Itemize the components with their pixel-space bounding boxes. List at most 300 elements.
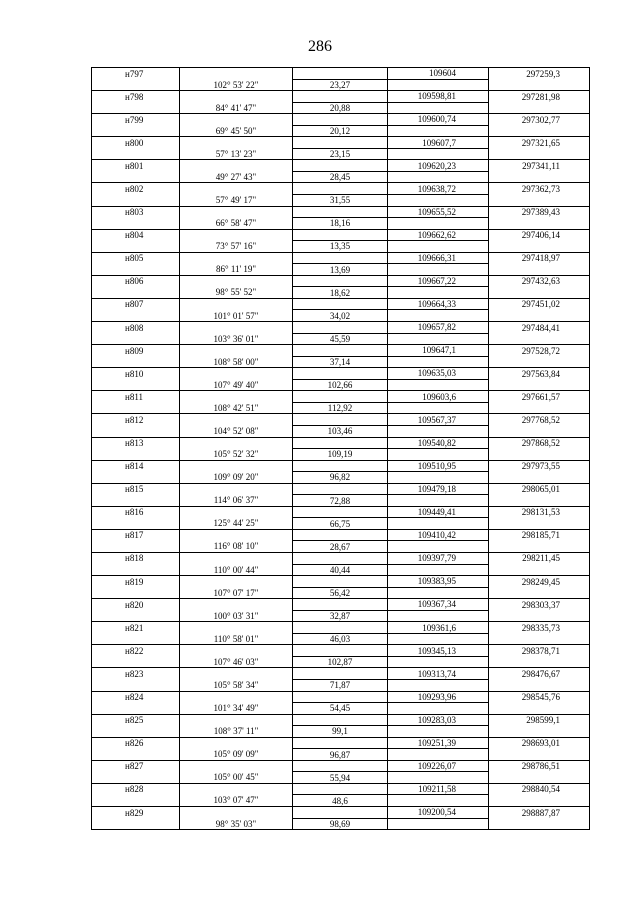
segment-row	[92, 749, 590, 761]
empty-cell	[92, 171, 180, 183]
empty-cell	[92, 541, 180, 553]
empty-cell	[388, 679, 489, 691]
empty-cell	[388, 310, 489, 322]
empty-cell	[92, 125, 180, 137]
empty-cell	[489, 79, 590, 91]
empty-cell	[293, 137, 388, 149]
point-name: н827	[92, 760, 180, 772]
empty-cell	[180, 737, 293, 749]
empty-cell	[489, 356, 590, 368]
point-name: н815	[92, 483, 180, 495]
empty-cell	[388, 518, 489, 530]
empty-cell	[92, 356, 180, 368]
empty-cell	[388, 356, 489, 368]
empty-cell	[388, 195, 489, 207]
segment-row	[92, 472, 590, 484]
direction-angle: 103° 07' 47"	[180, 795, 293, 807]
empty-cell	[388, 241, 489, 253]
coordinate-y: 297973,55	[489, 460, 590, 472]
empty-cell	[92, 818, 180, 830]
empty-cell	[293, 576, 388, 588]
empty-cell	[388, 633, 489, 645]
coordinate-y: 297432,63	[489, 275, 590, 287]
direction-angle: 105° 00' 45"	[180, 772, 293, 784]
empty-cell	[180, 576, 293, 588]
empty-cell	[180, 298, 293, 310]
segment-row	[92, 703, 590, 715]
point-row	[92, 345, 590, 357]
point-name: н799	[92, 114, 180, 126]
empty-cell	[92, 610, 180, 622]
coordinate-y: 298476,67	[489, 668, 590, 680]
segment-row	[92, 287, 590, 299]
point-row	[92, 668, 590, 680]
point-row	[92, 552, 590, 564]
direction-angle: 84° 41' 47"	[180, 102, 293, 114]
empty-cell	[489, 772, 590, 784]
point-row	[92, 714, 590, 726]
coordinate-x: 109598,81	[388, 91, 489, 103]
empty-cell	[388, 425, 489, 437]
empty-cell	[489, 495, 590, 507]
empty-cell	[180, 506, 293, 518]
point-row	[92, 275, 590, 287]
coordinate-y: 297768,52	[489, 414, 590, 426]
empty-cell	[293, 737, 388, 749]
empty-cell	[388, 795, 489, 807]
point-name: н817	[92, 529, 180, 541]
coordinates-table	[91, 67, 590, 830]
point-name: н828	[92, 783, 180, 795]
empty-cell	[293, 345, 388, 357]
coordinate-x: 109647,1	[388, 345, 489, 357]
empty-cell	[388, 564, 489, 576]
segment-row	[92, 795, 590, 807]
segment-row	[92, 772, 590, 784]
segment-length: 98,69	[293, 818, 388, 830]
empty-cell	[180, 552, 293, 564]
segment-length: 34,02	[293, 310, 388, 322]
segment-length: 103,46	[293, 425, 388, 437]
point-row	[92, 760, 590, 772]
empty-cell	[180, 91, 293, 103]
coordinate-x: 109251,39	[388, 737, 489, 749]
empty-cell	[388, 171, 489, 183]
empty-cell	[388, 772, 489, 784]
point-name: н820	[92, 599, 180, 611]
coordinate-x: 109361,6	[388, 622, 489, 634]
empty-cell	[180, 68, 293, 80]
empty-cell	[489, 726, 590, 738]
segment-length: 72,88	[293, 495, 388, 507]
empty-cell	[293, 460, 388, 472]
direction-angle: 107° 46' 03"	[180, 656, 293, 668]
point-row	[92, 322, 590, 334]
empty-cell	[293, 414, 388, 426]
segment-row	[92, 679, 590, 691]
segment-row	[92, 310, 590, 322]
coordinate-x: 109211,58	[388, 783, 489, 795]
empty-cell	[180, 322, 293, 334]
empty-cell	[293, 622, 388, 634]
segment-length: 28,67	[293, 541, 388, 553]
empty-cell	[92, 749, 180, 761]
empty-cell	[293, 206, 388, 218]
empty-cell	[92, 425, 180, 437]
segment-row	[92, 356, 590, 368]
empty-cell	[489, 402, 590, 414]
empty-cell	[92, 449, 180, 461]
direction-angle: 49° 27' 43"	[180, 171, 293, 183]
point-name: н814	[92, 460, 180, 472]
empty-cell	[489, 679, 590, 691]
coordinate-y: 298693,01	[489, 737, 590, 749]
direction-angle: 104° 52' 08"	[180, 425, 293, 437]
coordinate-x: 109449,41	[388, 506, 489, 518]
segment-length: 96,82	[293, 472, 388, 484]
direction-angle: 107° 07' 17"	[180, 587, 293, 599]
coordinate-x: 109226,07	[388, 760, 489, 772]
segment-length: 20,12	[293, 125, 388, 137]
direction-angle: 86° 11' 19"	[180, 264, 293, 276]
coordinate-y: 297302,77	[489, 114, 590, 126]
coordinate-y: 298065,01	[489, 483, 590, 495]
segment-length: 23,27	[293, 79, 388, 91]
empty-cell	[92, 472, 180, 484]
empty-cell	[293, 714, 388, 726]
segment-row	[92, 425, 590, 437]
segment-length: 18,62	[293, 287, 388, 299]
point-row	[92, 529, 590, 541]
empty-cell	[92, 148, 180, 160]
empty-cell	[180, 437, 293, 449]
point-row	[92, 183, 590, 195]
segment-length: 109,19	[293, 449, 388, 461]
empty-cell	[489, 310, 590, 322]
empty-cell	[180, 114, 293, 126]
coordinate-y: 297418,97	[489, 252, 590, 264]
empty-cell	[489, 587, 590, 599]
empty-cell	[293, 114, 388, 126]
direction-angle: 73° 57' 16"	[180, 241, 293, 253]
empty-cell	[92, 218, 180, 230]
point-name: н822	[92, 645, 180, 657]
point-name: н798	[92, 91, 180, 103]
empty-cell	[489, 449, 590, 461]
direction-angle: 57° 13' 23"	[180, 148, 293, 160]
empty-cell	[388, 449, 489, 461]
segment-row	[92, 195, 590, 207]
empty-cell	[388, 218, 489, 230]
empty-cell	[388, 125, 489, 137]
segment-row	[92, 726, 590, 738]
direction-angle: 125° 44' 25"	[180, 518, 293, 530]
coordinate-y: 298303,37	[489, 599, 590, 611]
point-name: н812	[92, 414, 180, 426]
empty-cell	[489, 795, 590, 807]
empty-cell	[489, 148, 590, 160]
coordinate-x: 109313,74	[388, 668, 489, 680]
point-row	[92, 737, 590, 749]
empty-cell	[388, 749, 489, 761]
empty-cell	[293, 68, 388, 80]
coordinate-y: 297362,73	[489, 183, 590, 195]
coordinate-y: 298887,87	[489, 807, 590, 819]
direction-angle: 100° 03' 31"	[180, 610, 293, 622]
coordinate-y: 298840,54	[489, 783, 590, 795]
direction-angle: 110° 58' 01"	[180, 633, 293, 645]
point-name: н800	[92, 137, 180, 149]
empty-cell	[180, 529, 293, 541]
empty-cell	[388, 726, 489, 738]
direction-angle: 103° 36' 01"	[180, 333, 293, 345]
coordinate-x: 109657,82	[388, 322, 489, 334]
segment-length: 66,75	[293, 518, 388, 530]
empty-cell	[92, 402, 180, 414]
segment-row	[92, 633, 590, 645]
point-name: н816	[92, 506, 180, 518]
point-row	[92, 691, 590, 703]
empty-cell	[92, 241, 180, 253]
empty-cell	[92, 379, 180, 391]
coordinate-x: 109567,37	[388, 414, 489, 426]
point-row	[92, 807, 590, 819]
empty-cell	[293, 322, 388, 334]
empty-cell	[293, 160, 388, 172]
segment-length: 48,6	[293, 795, 388, 807]
empty-cell	[180, 783, 293, 795]
empty-cell	[180, 645, 293, 657]
empty-cell	[388, 102, 489, 114]
direction-angle: 108° 58' 00"	[180, 356, 293, 368]
point-name: н829	[92, 807, 180, 819]
coordinate-y: 298378,71	[489, 645, 590, 657]
empty-cell	[180, 137, 293, 149]
empty-cell	[388, 495, 489, 507]
empty-cell	[293, 437, 388, 449]
empty-cell	[489, 264, 590, 276]
point-row	[92, 437, 590, 449]
point-name: н809	[92, 345, 180, 357]
direction-angle: 114° 06' 37"	[180, 495, 293, 507]
empty-cell	[180, 460, 293, 472]
empty-cell	[92, 795, 180, 807]
point-name: н825	[92, 714, 180, 726]
coordinate-y: 297868,52	[489, 437, 590, 449]
direction-angle: 57° 49' 17"	[180, 195, 293, 207]
empty-cell	[180, 622, 293, 634]
empty-cell	[293, 252, 388, 264]
direction-angle: 108° 42' 51"	[180, 402, 293, 414]
segment-row	[92, 171, 590, 183]
coordinate-x: 109662,62	[388, 229, 489, 241]
coordinate-x: 109655,52	[388, 206, 489, 218]
direction-angle: 116° 08' 10"	[180, 541, 293, 553]
segment-length: 102,87	[293, 656, 388, 668]
direction-angle: 98° 35' 03"	[180, 818, 293, 830]
empty-cell	[489, 518, 590, 530]
coordinate-y: 297661,57	[489, 391, 590, 403]
empty-cell	[489, 472, 590, 484]
empty-cell	[180, 714, 293, 726]
coordinate-x: 109604	[388, 68, 489, 80]
coordinate-x: 109666,31	[388, 252, 489, 264]
empty-cell	[180, 229, 293, 241]
point-row	[92, 483, 590, 495]
coordinate-x: 109410,42	[388, 529, 489, 541]
point-row	[92, 645, 590, 657]
empty-cell	[180, 275, 293, 287]
point-row	[92, 368, 590, 380]
segment-row	[92, 449, 590, 461]
segment-length: 13,69	[293, 264, 388, 276]
point-name: н808	[92, 322, 180, 334]
empty-cell	[180, 368, 293, 380]
empty-cell	[489, 379, 590, 391]
coordinate-x: 109510,95	[388, 460, 489, 472]
coordinate-x: 109600,74	[388, 114, 489, 126]
point-name: н806	[92, 275, 180, 287]
empty-cell	[180, 160, 293, 172]
empty-cell	[388, 148, 489, 160]
empty-cell	[293, 391, 388, 403]
empty-cell	[92, 102, 180, 114]
coordinate-y: 298786,51	[489, 760, 590, 772]
segment-length: 55,94	[293, 772, 388, 784]
segment-row	[92, 125, 590, 137]
segment-row	[92, 402, 590, 414]
direction-angle: 107° 49' 40"	[180, 379, 293, 391]
point-name: н818	[92, 552, 180, 564]
segment-row	[92, 79, 590, 91]
empty-cell	[489, 564, 590, 576]
empty-cell	[293, 483, 388, 495]
empty-cell	[388, 264, 489, 276]
empty-cell	[489, 241, 590, 253]
segment-row	[92, 102, 590, 114]
coordinate-x: 109345,13	[388, 645, 489, 657]
empty-cell	[388, 656, 489, 668]
direction-angle: 105° 09' 09"	[180, 749, 293, 761]
direction-angle: 109° 09' 20"	[180, 472, 293, 484]
point-row	[92, 252, 590, 264]
coordinate-x: 109283,03	[388, 714, 489, 726]
coordinate-x: 109603,6	[388, 391, 489, 403]
coordinate-y: 298211,45	[489, 552, 590, 564]
direction-angle: 69° 45' 50"	[180, 125, 293, 137]
empty-cell	[180, 483, 293, 495]
empty-cell	[293, 183, 388, 195]
segment-row	[92, 218, 590, 230]
empty-cell	[293, 645, 388, 657]
segment-length: 18,16	[293, 218, 388, 230]
empty-cell	[388, 610, 489, 622]
empty-cell	[293, 599, 388, 611]
segment-length: 54,45	[293, 703, 388, 715]
empty-cell	[293, 368, 388, 380]
coordinate-y: 298185,71	[489, 529, 590, 541]
segment-length: 46,03	[293, 633, 388, 645]
empty-cell	[92, 495, 180, 507]
segment-row	[92, 264, 590, 276]
empty-cell	[92, 587, 180, 599]
coordinate-y: 298545,76	[489, 691, 590, 703]
empty-cell	[489, 333, 590, 345]
point-name: н823	[92, 668, 180, 680]
segment-row	[92, 148, 590, 160]
coordinate-x: 109540,82	[388, 437, 489, 449]
empty-cell	[489, 703, 590, 715]
empty-cell	[180, 414, 293, 426]
empty-cell	[180, 183, 293, 195]
segment-length: 71,87	[293, 679, 388, 691]
coordinate-y: 297406,14	[489, 229, 590, 241]
empty-cell	[489, 425, 590, 437]
direction-angle: 66° 58' 47"	[180, 218, 293, 230]
point-row	[92, 229, 590, 241]
segment-length: 37,14	[293, 356, 388, 368]
coordinate-y: 298131,53	[489, 506, 590, 518]
empty-cell	[388, 287, 489, 299]
segment-length: 96,87	[293, 749, 388, 761]
coordinate-x: 109397,79	[388, 552, 489, 564]
empty-cell	[489, 218, 590, 230]
point-name: н826	[92, 737, 180, 749]
point-row	[92, 576, 590, 588]
empty-cell	[92, 195, 180, 207]
segment-row	[92, 564, 590, 576]
point-name: н819	[92, 576, 180, 588]
empty-cell	[293, 552, 388, 564]
empty-cell	[293, 91, 388, 103]
segment-length: 31,55	[293, 195, 388, 207]
empty-cell	[489, 287, 590, 299]
segment-row	[92, 379, 590, 391]
direction-angle: 101° 01' 57"	[180, 310, 293, 322]
coordinate-x: 109607,7	[388, 137, 489, 149]
empty-cell	[92, 703, 180, 715]
segment-length: 23,15	[293, 148, 388, 160]
segment-row	[92, 518, 590, 530]
point-name: н810	[92, 368, 180, 380]
segment-row	[92, 818, 590, 830]
point-name: н813	[92, 437, 180, 449]
point-row	[92, 783, 590, 795]
empty-cell	[293, 229, 388, 241]
empty-cell	[388, 402, 489, 414]
direction-angle: 108° 37' 11"	[180, 726, 293, 738]
empty-cell	[388, 379, 489, 391]
coordinate-x: 109664,33	[388, 298, 489, 310]
point-row	[92, 506, 590, 518]
point-row	[92, 68, 590, 80]
segment-length: 13,35	[293, 241, 388, 253]
empty-cell	[92, 633, 180, 645]
segment-length: 40,44	[293, 564, 388, 576]
point-row	[92, 137, 590, 149]
point-name: н805	[92, 252, 180, 264]
empty-cell	[388, 703, 489, 715]
empty-cell	[180, 391, 293, 403]
point-row	[92, 206, 590, 218]
empty-cell	[388, 472, 489, 484]
coordinate-x: 109620,23	[388, 160, 489, 172]
empty-cell	[293, 783, 388, 795]
segment-row	[92, 241, 590, 253]
segment-length: 32,87	[293, 610, 388, 622]
point-row	[92, 114, 590, 126]
point-row	[92, 460, 590, 472]
